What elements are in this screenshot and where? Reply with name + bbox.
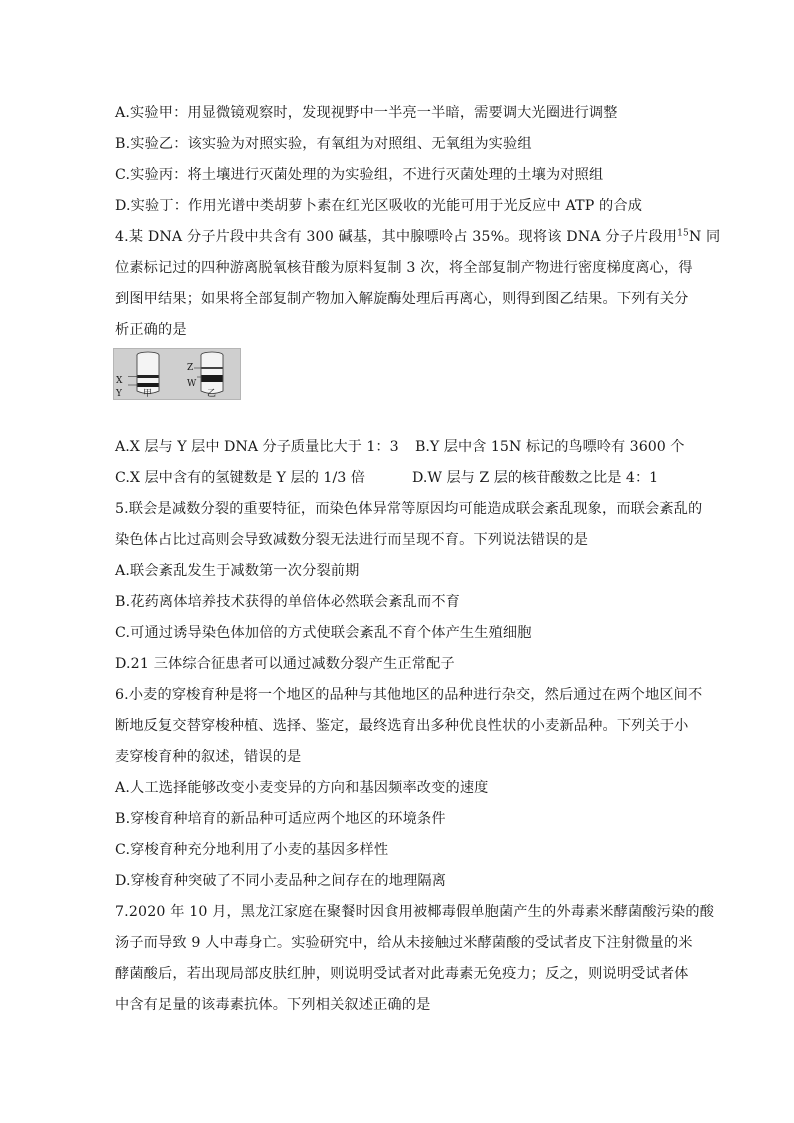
band-y [137, 383, 158, 387]
q5-option-b: B.花药离体培养技术获得的单倍体必然联会紊乱而不育 [115, 594, 460, 610]
centrifuge-tubes-illustration [114, 349, 240, 399]
label-w: W [187, 379, 197, 389]
q5-stem-2: 染色体占比过高则会导致减数分裂无法进行而呈现不育。下列说法错误的是 [115, 532, 589, 548]
band-w [201, 375, 222, 382]
q7-stem-1: 7.2020 年 10 月，黑龙江家庭在聚餐时因食用被椰毒假单胞菌产生的外毒素米酵菌酸污染的酸 [115, 904, 715, 920]
q6-option-b: B.穿梭育种培育的新品种可适应两个地区的环境条件 [115, 811, 446, 827]
q4-option-b: B.Y 层中含 15N 标记的鸟嘌呤有 3600 个 [415, 439, 685, 455]
label-x: X [116, 376, 123, 386]
caption-yi: 乙 [207, 389, 217, 399]
q4-option-a: A.X 层与 Y 层中 DNA 分子质量比大于 1：3 [115, 439, 399, 455]
q4-line-1: 4.某 DNA 分子片段中共含有 300 碱基，其中腺嘌呤占 35%。现将该 DNA 分子片段用$^{15}$N 同 [115, 228, 721, 245]
band-x [137, 375, 158, 378]
q3-option-c: C.实验丙：将土壤进行灭菌处理的为实验组，不进行灭菌处理的土壤为对照组 [115, 167, 604, 183]
band-z [201, 367, 222, 369]
q5-option-d: D.21 三体综合征患者可以通过减数分裂产生正常配子 [115, 656, 455, 672]
q7-stem-4: 中含有足量的该毒素抗体。下列相关叙述正确的是 [115, 997, 431, 1013]
q6-option-c: C.穿梭育种充分地利用了小麦的基因多样性 [115, 842, 389, 858]
centrifuge-figure [113, 348, 241, 400]
q4-option-c: C.X 层中含有的氢键数是 Y 层的 1/3 倍 [115, 470, 365, 486]
q6-stem-3: 麦穿梭育种的叙述，错误的是 [115, 749, 302, 765]
q5-stem-1: 5.联会是减数分裂的重要特征，而染色体异常等原因均可能造成联会紊乱现象，而联会紊乱的 [115, 501, 703, 517]
q4-line-3: 到图甲结果；如果将全部复制产物加入解旋酶处理后再离心，则得到图乙结果。下列有关分 [115, 291, 689, 307]
q4-line-2: 位素标记过的四种游离脱氧核苷酸为原料复制 3 次，将全部复制产物进行密度梯度离心，得 [115, 260, 693, 276]
q3-option-a: A.实验甲：用显微镜观察时，发现视野中一半亮一半暗，需要调大光圈进行调整 [115, 105, 618, 121]
q6-option-a: A.人工选择能够改变小麦变异的方向和基因频率改变的速度 [115, 780, 489, 796]
q4-option-d: D.W 层与 Z 层的核苷酸数之比是 4：1 [412, 470, 659, 486]
tube-jia [128, 352, 159, 394]
q3-option-d: D.实验丁：作用光谱中类胡萝卜素在红光区吸收的光能可用于光反应中 ATP 的合成 [115, 198, 643, 214]
q5-option-a: A.联会紊乱发生于减数第一次分裂前期 [115, 563, 360, 579]
caption-jia: 甲 [143, 389, 153, 399]
label-z: Z [187, 363, 194, 373]
q7-stem-2: 汤子而导致 9 人中毒身亡。实验研究中，给从未接触过米酵菌酸的受试者皮下注射微量的米 [115, 935, 693, 951]
q7-stem-3: 酵菌酸后，若出现局部皮肤红肿，则说明受试者对此毒素无免疫力；反之，则说明受试者体 [115, 966, 689, 982]
tube-yi [194, 352, 223, 394]
q6-stem-1: 6.小麦的穿梭育种是将一个地区的品种与其他地区的品种进行杂交，然后通过在两个地区间不 [115, 687, 703, 703]
q5-option-c: C.可通过诱导染色体加倍的方式使联会紊乱不育个体产生生殖细胞 [115, 625, 532, 641]
q6-stem-2: 断地反复交替穿梭种植、选择、鉴定，最终选育出多种优良性状的小麦新品种。下列关于小 [115, 718, 689, 734]
q4-line-4: 析正确的是 [115, 322, 187, 338]
q3-option-b: B.实验乙：该实验为对照实验，有氧组为对照组、无氧组为实验组 [115, 136, 532, 152]
label-y: Y [116, 389, 122, 399]
q6-option-d: D.穿梭育种突破了不同小麦品种之间存在的地理隔离 [115, 873, 447, 889]
